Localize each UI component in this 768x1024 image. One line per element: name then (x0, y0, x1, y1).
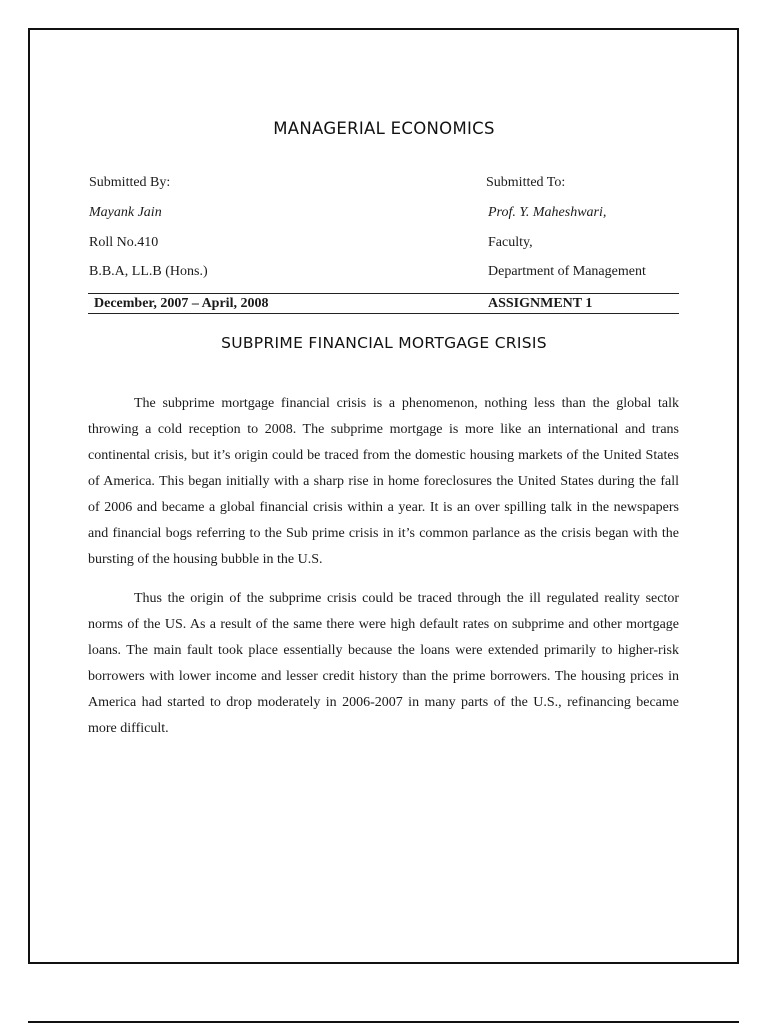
bar-bottom-rule (88, 313, 679, 314)
submitted-by-label: Submitted By: (89, 175, 171, 190)
submitted-to-label: Submitted To: (486, 175, 566, 190)
faculty-label: Faculty, (488, 235, 533, 250)
section-title: SUBPRIME FINANCIAL MORTGAGE CRISIS (221, 334, 547, 352)
department-name: Department of Management (488, 264, 646, 279)
assignment-number: ASSIGNMENT 1 (488, 296, 593, 311)
student-name: Mayank Jain (89, 205, 162, 220)
paragraph-1: The subprime mortgage financial crisis is a phenomenon, nothing less than the global talk throwing a cold reception to 2008. The subprime mortgage is more like an international and trans continental crisis, but it’s origin could be traced from the domestic housing markets of the United States of America. This began initially with a sharp rise in home foreclosures the United States during the fall of 2006 and became a global financial crisis within a year. It is an over spilling talk in the newspapers and financial bogs referring to the Sub prime crisis in it’s common parlance as the crisis began with the bursting of the housing bubble in the U.S. (88, 396, 679, 567)
program-name: B.B.A, LL.B (Hons.) (89, 264, 208, 279)
bar-top-rule (88, 293, 679, 294)
roll-number: Roll No.410 (89, 235, 159, 250)
document-title: MANAGERIAL ECONOMICS (273, 119, 495, 138)
professor-name: Prof. Y. Maheshwari, (488, 205, 607, 220)
paragraph-2: Thus the origin of the subprime crisis could be traced through the ill regulated reality sector norms of the US. As a result of the same there were high default rates on subprime and other mortgage loans. The main fault took place essentially because the loans were extended primarily to higher-risk borrowers with lower income and lesser credit history than the prime borrowers. The housing prices in America had started to drop moderately in 2006-2007 in many parts of the U.S., refinancing became more difficult. (88, 591, 679, 736)
period-dates: December, 2007 – April, 2008 (94, 296, 269, 311)
next-page-edge (28, 1021, 739, 1023)
